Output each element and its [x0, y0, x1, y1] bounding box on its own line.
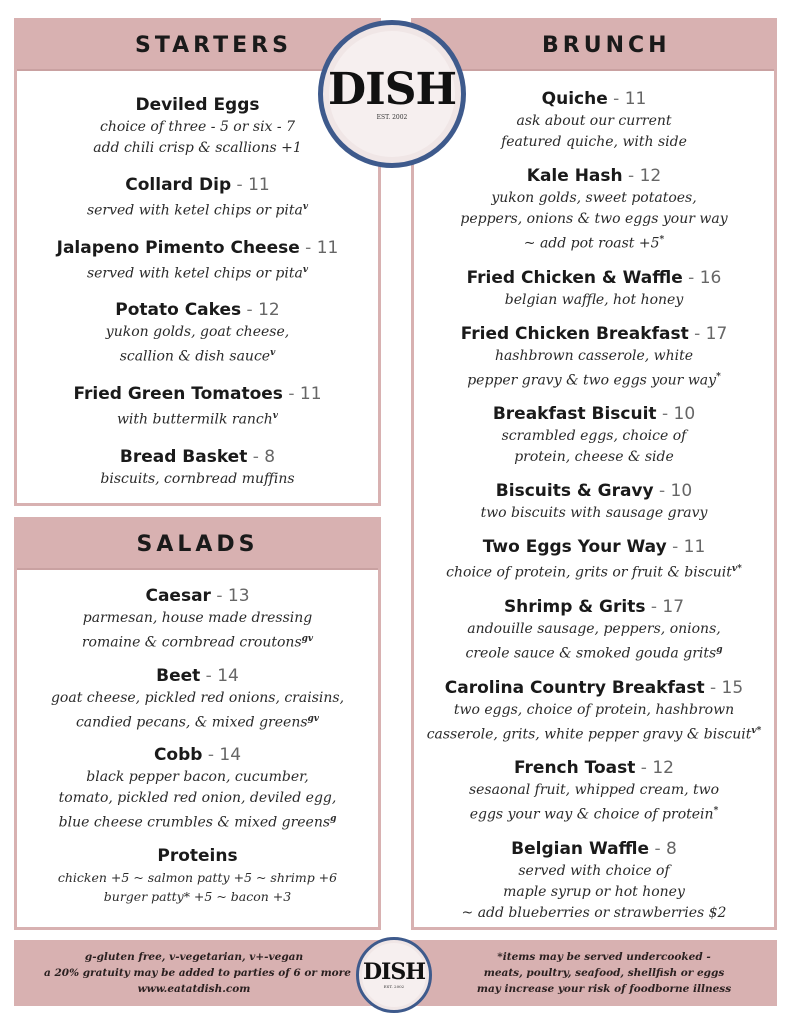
starter-item — [17, 173, 378, 222]
brunch-item-desc: ~ add blueberries or strawberries $2 — [461, 904, 727, 921]
starter-item-name — [17, 382, 378, 406]
brunch-item-name — [414, 87, 774, 111]
price-separator: - — [299, 237, 317, 258]
price-separator: - — [635, 758, 653, 779]
price-separator: - — [200, 665, 218, 686]
brunch-item-desc: choice of protein, grits or fruit & biscuit$^{v*}$ — [446, 564, 742, 581]
item-price: 14 — [217, 665, 239, 686]
starter-item — [17, 236, 378, 285]
item-name-text: Fried Green Tomatoes — [73, 383, 283, 404]
brunch-item-name — [414, 535, 774, 559]
dietary-mark: * — [659, 235, 665, 245]
logo-wordmark: DISH — [327, 63, 457, 115]
brunch-title: BRUNCH — [542, 32, 671, 58]
logo-est: EST. 2002 — [376, 113, 408, 121]
brunch-header — [414, 21, 774, 71]
brunch-item-desc: served with choice of — [518, 862, 670, 879]
salads-title: SALADS — [136, 531, 259, 557]
footer-left-line: g-gluten free, v-vegetarian, v+-vegan — [84, 951, 304, 963]
brunch-item — [414, 402, 774, 468]
item-name-text: Carolina Country Breakfast — [444, 677, 705, 698]
dietary-mark: v — [270, 348, 276, 359]
price-separator: - — [210, 586, 228, 606]
item-price: 13 — [227, 586, 250, 606]
price-separator: - — [622, 166, 640, 186]
brunch-item-desc: featured quiche, with side — [501, 134, 687, 150]
starter-item-desc: with buttermilk ranch$^v$ — [116, 410, 279, 428]
item-name-text: Collard Dip — [125, 175, 232, 195]
item-name-text: Kale Hash — [526, 166, 623, 186]
item-name-text: Potato Cakes — [115, 300, 242, 321]
brunch-item — [414, 837, 774, 924]
price-separator: - — [202, 745, 220, 766]
salad-item-desc: blue cheese crumbles & mixed greens$^g$ — [58, 814, 337, 831]
brunch-item — [414, 479, 774, 524]
brunch-item-name — [414, 266, 774, 290]
footer-left-line: www.eatatdish.com — [137, 983, 251, 995]
item-name-text: Belgian Waffle — [511, 838, 650, 859]
brunch-item — [414, 322, 774, 392]
brunch-item-desc: sesaonal fruit, whipped cream, two — [468, 782, 720, 799]
salad-item-name — [17, 664, 378, 688]
brunch-list — [414, 87, 774, 935]
item-price: 8 — [264, 446, 276, 467]
starter-item-desc: add chili crisp & scallions +1 — [93, 140, 302, 156]
brunch-item-desc: scrambled eggs, choice of — [501, 428, 687, 445]
salads-section — [14, 517, 381, 930]
item-price: 14 — [219, 745, 242, 766]
brunch-item-name — [414, 164, 774, 188]
item-price: 11 — [248, 175, 270, 195]
salad-item-desc: parmesan, house made dressing — [82, 610, 313, 626]
proteins-title: Proteins — [157, 845, 238, 866]
brunch-item-desc: two eggs, choice of protein, hashbrown — [453, 701, 735, 718]
brunch-item-desc: hashbrown casserole, white — [494, 347, 694, 364]
proteins-block — [17, 844, 378, 906]
brunch-item-name — [414, 479, 774, 503]
footer-right-line: *items may be served undercooked - — [497, 951, 711, 963]
price-separator: - — [645, 596, 663, 617]
footer-logo-est: EST. 2002 — [383, 984, 405, 989]
salad-item-desc: goat cheese, pickled red onions, craisins, — [50, 689, 345, 706]
starter-item-name — [17, 445, 378, 469]
item-price: 11 — [683, 537, 706, 558]
price-separator: - — [241, 300, 259, 321]
starter-item-desc: biscuits, cornbread muffins — [100, 470, 295, 487]
starter-item-desc: served with ketel chips or pita$^v$ — [86, 202, 309, 219]
price-separator: - — [656, 404, 674, 425]
logo-inner — [329, 31, 455, 157]
item-price: 16 — [699, 267, 722, 288]
brunch-item-desc: two biscuits with sausage gravy — [480, 505, 708, 522]
brunch-item — [414, 676, 774, 746]
brunch-item-name — [414, 322, 774, 346]
salad-item-desc: black pepper bacon, cucumber, — [86, 769, 309, 786]
price-separator: - — [666, 537, 684, 558]
starter-item — [17, 445, 378, 490]
dietary-mark: g — [330, 814, 337, 825]
salads-list — [17, 584, 378, 906]
brunch-item-name — [414, 756, 774, 780]
footer-right-line: may increase your risk of foodborne illness — [476, 983, 732, 995]
brunch-item-desc: yukon golds, sweet potatoes, — [491, 190, 697, 206]
salad-item-name — [17, 743, 378, 767]
starter-item — [17, 298, 378, 368]
price-separator: - — [649, 838, 667, 859]
item-name-text: Fried Chicken & Waffle — [466, 267, 683, 288]
item-name-text: Two Eggs Your Way — [482, 537, 667, 558]
starter-item-name — [17, 173, 378, 197]
brunch-item-name — [414, 837, 774, 861]
proteins-line: burger patty* +5 ~ bacon +3 — [103, 888, 292, 904]
dietary-mark: v* — [731, 564, 742, 575]
dietary-mark: * — [713, 806, 719, 817]
salad-item — [17, 743, 378, 834]
item-name-text: Fried Chicken Breakfast — [460, 323, 689, 344]
brunch-item-desc: eggs your way & choice of protein* — [469, 806, 719, 823]
item-name-text: Bread Basket — [119, 446, 248, 467]
item-name-text: Jalapeno Pimento Cheese — [56, 237, 300, 258]
price-separator: - — [682, 267, 700, 288]
proteins-line: chicken +5 ~ salmon patty +5 ~ shrimp +6 — [57, 869, 338, 885]
brunch-item-desc: protein, cheese & side — [514, 449, 674, 466]
brunch-item-desc: belgian waffle, hot honey — [504, 291, 684, 308]
salad-item — [17, 664, 378, 734]
dietary-mark: gv — [301, 634, 314, 644]
brunch-item-desc: pepper gravy & two eggs your way* — [467, 371, 721, 389]
item-name-text: Caesar — [145, 586, 211, 606]
salads-header — [17, 520, 378, 570]
item-price: 10 — [670, 481, 693, 502]
starters-title: STARTERS — [135, 32, 292, 58]
starter-item-desc: yukon golds, goat cheese, — [105, 324, 290, 341]
item-price: 12 — [258, 300, 280, 321]
footer-left — [44, 949, 351, 997]
item-name-text: Biscuits & Gravy — [495, 481, 654, 502]
price-separator: - — [704, 677, 722, 698]
dietary-mark: * — [716, 371, 721, 382]
brunch-item — [414, 595, 774, 665]
salad-item-desc: romaine & cornbread croutons$^{gv}$ — [81, 634, 314, 651]
salad-item — [17, 584, 378, 654]
footer-right — [454, 949, 754, 997]
brunch-item-desc: maple syrup or hot honey — [503, 883, 685, 900]
starter-item-name — [17, 298, 378, 322]
starter-item-name — [17, 236, 378, 260]
brunch-item — [414, 756, 774, 826]
brunch-item-desc: casserole, grits, white pepper gravy & biscuit$^{v*}$ — [426, 725, 762, 743]
item-price: 17 — [705, 323, 728, 344]
starter-item-desc: served with ketel chips or pita$^v$ — [86, 264, 309, 282]
footer-right-line: meats, poultry, seafood, shellfish or eggs — [483, 967, 725, 979]
dietary-mark: v — [302, 202, 309, 212]
item-name-text: Breakfast Biscuit — [492, 404, 657, 425]
dietary-mark: gv — [307, 713, 320, 724]
price-separator: - — [247, 446, 265, 467]
brunch-item — [414, 266, 774, 311]
brunch-item-name — [414, 595, 774, 619]
brunch-item-desc: creole sauce & smoked gouda grits$^g$ — [465, 644, 723, 662]
dish-logo — [318, 20, 466, 168]
footer-logo-wordmark: DISH — [362, 959, 426, 985]
brunch-item — [414, 535, 774, 584]
item-name-text: Deviled Eggs — [135, 95, 260, 115]
item-price: 11 — [299, 383, 322, 404]
starter-item — [17, 382, 378, 431]
footer-dish-logo — [356, 937, 432, 1013]
starter-item-desc: choice of three - 5 or six - 7 — [100, 119, 295, 135]
brunch-item — [414, 164, 774, 255]
dietary-mark: v — [302, 264, 309, 275]
item-price: 11 — [316, 237, 339, 258]
price-separator: - — [282, 383, 300, 404]
brunch-item-desc: peppers, onions & two eggs your way — [460, 211, 728, 227]
footer-logo-inner — [362, 943, 426, 1007]
price-separator: - — [231, 175, 249, 195]
item-price: 17 — [662, 596, 685, 617]
brunch-item-name — [414, 676, 774, 700]
price-separator: - — [688, 323, 706, 344]
price-separator: - — [607, 89, 625, 109]
item-price: 10 — [673, 404, 696, 425]
dietary-mark: v* — [751, 725, 762, 736]
item-name-text: Beet — [156, 665, 201, 686]
item-price: 12 — [652, 758, 674, 779]
starter-item-desc: scallion & dish sauce$^v$ — [119, 348, 276, 365]
brunch-item-name — [414, 402, 774, 426]
salad-item-desc: candied pecans, & mixed greens$^{gv}$ — [75, 713, 320, 731]
item-name-text: Quiche — [541, 89, 608, 109]
brunch-item-desc: andouille sausage, peppers, onions, — [467, 620, 721, 637]
salad-item-name — [17, 584, 378, 608]
item-name-text: Shrimp & Grits — [503, 596, 646, 617]
footer-left-line: a 20% gratuity may be added to parties of 6 or more — [44, 967, 351, 979]
dietary-mark: v — [272, 410, 279, 421]
item-name-text: Cobb — [153, 745, 203, 766]
price-separator: - — [653, 481, 671, 502]
item-price: 11 — [624, 89, 647, 109]
brunch-item-desc: ask about our current — [516, 113, 672, 129]
item-price: 12 — [639, 166, 662, 186]
salad-item-desc: tomato, pickled red onion, deviled egg, — [58, 790, 337, 807]
item-price: 15 — [721, 677, 744, 698]
item-name-text: French Toast — [514, 758, 636, 779]
brunch-section — [411, 18, 777, 930]
dietary-mark: g — [716, 644, 723, 655]
item-price: 8 — [666, 838, 677, 859]
brunch-item — [414, 87, 774, 153]
starters-list — [17, 93, 378, 504]
brunch-item-desc: ~ add pot roast +5* — [523, 235, 665, 252]
